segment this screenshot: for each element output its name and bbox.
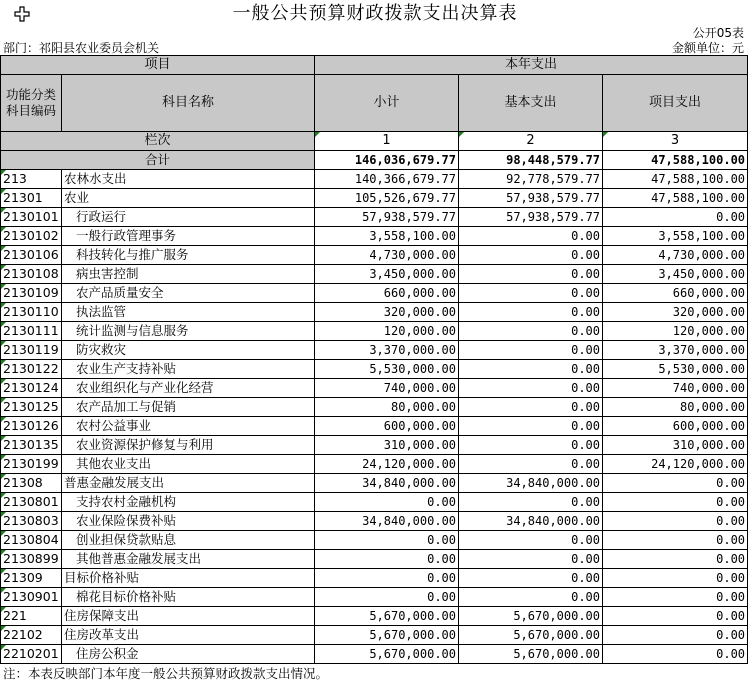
total-subtotal: 146,036,679.77 bbox=[315, 151, 459, 170]
row-project: 740,000.00 bbox=[603, 379, 748, 398]
row-code: 221 bbox=[1, 607, 62, 626]
row-basic: 5,670,000.00 bbox=[459, 607, 603, 626]
row-project: 4,730,000.00 bbox=[603, 246, 748, 265]
header-item: 项目 bbox=[1, 56, 315, 75]
header-col2: 2 bbox=[459, 132, 603, 151]
row-name: 执法监管 bbox=[62, 303, 315, 322]
table-row bbox=[1, 455, 748, 474]
row-name: 农业资源保护修复与利用 bbox=[62, 436, 315, 455]
row-name: 科技转化与推广服务 bbox=[62, 246, 315, 265]
row-name: 目标价格补贴 bbox=[62, 569, 315, 588]
row-project: 0.00 bbox=[603, 569, 748, 588]
row-basic: 0.00 bbox=[459, 588, 603, 607]
row-project: 5,530,000.00 bbox=[603, 360, 748, 379]
row-name: 棉花目标价格补贴 bbox=[62, 588, 315, 607]
header-current-year: 本年支出 bbox=[315, 56, 748, 75]
row-subtotal: 5,670,000.00 bbox=[315, 607, 459, 626]
row-subtotal: 57,938,579.77 bbox=[315, 208, 459, 227]
table-row bbox=[1, 436, 748, 455]
total-project: 47,588,100.00 bbox=[603, 151, 748, 170]
department-label: 部门：祁阳县农业委员会机关 bbox=[3, 41, 160, 55]
row-code: 21308 bbox=[1, 474, 62, 493]
row-name: 普惠金融发展支出 bbox=[62, 474, 315, 493]
row-subtotal: 740,000.00 bbox=[315, 379, 459, 398]
header-func-code: 功能分类科目编码 bbox=[1, 75, 62, 132]
row-basic: 0.00 bbox=[459, 379, 603, 398]
row-basic: 0.00 bbox=[459, 341, 603, 360]
row-subtotal: 600,000.00 bbox=[315, 417, 459, 436]
row-subtotal: 140,366,679.77 bbox=[315, 170, 459, 189]
row-project: 24,120,000.00 bbox=[603, 455, 748, 474]
row-code: 2130124 bbox=[1, 379, 62, 398]
row-code: 2130101 bbox=[1, 208, 62, 227]
row-project: 3,450,000.00 bbox=[603, 265, 748, 284]
row-basic: 5,670,000.00 bbox=[459, 645, 603, 664]
row-basic: 0.00 bbox=[459, 246, 603, 265]
row-name: 其他普惠金融发展支出 bbox=[62, 550, 315, 569]
row-basic: 0.00 bbox=[459, 531, 603, 550]
row-name: 创业担保贷款贴息 bbox=[62, 531, 315, 550]
row-code: 2130109 bbox=[1, 284, 62, 303]
row-code: 2210201 bbox=[1, 645, 62, 664]
row-basic: 0.00 bbox=[459, 569, 603, 588]
row-code: 2130901 bbox=[1, 588, 62, 607]
header-subtotal: 小计 bbox=[315, 75, 459, 132]
footnote: 注：本表反映部门本年度一般公共预算财政拨款支出情况。 bbox=[3, 666, 329, 681]
row-project: 47,588,100.00 bbox=[603, 170, 748, 189]
table-row bbox=[1, 531, 748, 550]
table-row bbox=[1, 417, 748, 436]
row-code: 2130111 bbox=[1, 322, 62, 341]
table-row bbox=[1, 626, 748, 645]
table-row bbox=[1, 493, 748, 512]
row-subtotal: 34,840,000.00 bbox=[315, 474, 459, 493]
report-title: 一般公共预算财政拨款支出决算表 bbox=[232, 3, 518, 24]
row-project: 0.00 bbox=[603, 531, 748, 550]
row-subtotal: 3,450,000.00 bbox=[315, 265, 459, 284]
row-subtotal: 4,730,000.00 bbox=[315, 246, 459, 265]
table-row bbox=[1, 588, 748, 607]
header-column-no: 栏次 bbox=[1, 132, 315, 151]
row-project: 0.00 bbox=[603, 550, 748, 569]
table-row bbox=[1, 360, 748, 379]
row-code: 213 bbox=[1, 170, 62, 189]
row-name: 农产品加工与促销 bbox=[62, 398, 315, 417]
unit-label: 金额单位：元 bbox=[671, 41, 744, 55]
total-label: 合计 bbox=[1, 151, 315, 170]
row-project: 0.00 bbox=[603, 588, 748, 607]
row-name: 农业组织化与产业化经营 bbox=[62, 379, 315, 398]
row-code: 2130125 bbox=[1, 398, 62, 417]
row-basic: 0.00 bbox=[459, 265, 603, 284]
table-row bbox=[1, 645, 748, 664]
row-project: 660,000.00 bbox=[603, 284, 748, 303]
row-name: 其他农业支出 bbox=[62, 455, 315, 474]
row-project: 600,000.00 bbox=[603, 417, 748, 436]
table-row bbox=[1, 189, 748, 208]
row-code: 2130801 bbox=[1, 493, 62, 512]
row-basic: 34,840,000.00 bbox=[459, 474, 603, 493]
row-project: 310,000.00 bbox=[603, 436, 748, 455]
row-code: 2130199 bbox=[1, 455, 62, 474]
row-subtotal: 660,000.00 bbox=[315, 284, 459, 303]
table-row bbox=[1, 303, 748, 322]
row-subtotal: 80,000.00 bbox=[315, 398, 459, 417]
table-row bbox=[1, 512, 748, 531]
row-code: 2130122 bbox=[1, 360, 62, 379]
row-basic: 34,840,000.00 bbox=[459, 512, 603, 531]
row-basic: 57,938,579.77 bbox=[459, 189, 603, 208]
row-code: 2130106 bbox=[1, 246, 62, 265]
row-subtotal: 24,120,000.00 bbox=[315, 455, 459, 474]
row-subtotal: 0.00 bbox=[315, 569, 459, 588]
row-basic: 0.00 bbox=[459, 284, 603, 303]
row-name: 农产品质量安全 bbox=[62, 284, 315, 303]
row-code: 2130804 bbox=[1, 531, 62, 550]
row-name: 农业保险保费补贴 bbox=[62, 512, 315, 531]
row-basic: 0.00 bbox=[459, 550, 603, 569]
row-basic: 57,938,579.77 bbox=[459, 208, 603, 227]
table-row bbox=[1, 284, 748, 303]
row-code: 2130108 bbox=[1, 265, 62, 284]
header-col1: 1 bbox=[315, 132, 459, 151]
row-project: 3,370,000.00 bbox=[603, 341, 748, 360]
row-basic: 0.00 bbox=[459, 417, 603, 436]
row-code: 21301 bbox=[1, 189, 62, 208]
row-subtotal: 5,530,000.00 bbox=[315, 360, 459, 379]
row-name: 病虫害控制 bbox=[62, 265, 315, 284]
row-subtotal: 105,526,679.77 bbox=[315, 189, 459, 208]
row-subtotal: 310,000.00 bbox=[315, 436, 459, 455]
row-code: 2130899 bbox=[1, 550, 62, 569]
table-row bbox=[1, 170, 748, 189]
row-project: 0.00 bbox=[603, 512, 748, 531]
row-name: 住房公积金 bbox=[62, 645, 315, 664]
row-project: 0.00 bbox=[603, 626, 748, 645]
row-code: 22102 bbox=[1, 626, 62, 645]
row-subtotal: 3,370,000.00 bbox=[315, 341, 459, 360]
row-name: 农业 bbox=[62, 189, 315, 208]
table-row bbox=[1, 246, 748, 265]
row-name: 支持农村金融机构 bbox=[62, 493, 315, 512]
row-code: 2130135 bbox=[1, 436, 62, 455]
row-name: 农村公益事业 bbox=[62, 417, 315, 436]
table-row bbox=[1, 379, 748, 398]
row-name: 农林水支出 bbox=[62, 170, 315, 189]
row-name: 一般行政管理事务 bbox=[62, 227, 315, 246]
row-basic: 0.00 bbox=[459, 455, 603, 474]
row-project: 0.00 bbox=[603, 208, 748, 227]
row-project: 0.00 bbox=[603, 607, 748, 626]
row-project: 0.00 bbox=[603, 474, 748, 493]
row-basic: 0.00 bbox=[459, 398, 603, 417]
row-project: 0.00 bbox=[603, 493, 748, 512]
table-row bbox=[1, 607, 748, 626]
row-subtotal: 320,000.00 bbox=[315, 303, 459, 322]
row-subtotal: 0.00 bbox=[315, 531, 459, 550]
table-row bbox=[1, 341, 748, 360]
header-subject-name: 科目名称 bbox=[62, 75, 315, 132]
expenditure-table bbox=[0, 55, 748, 664]
row-name: 统计监测与信息服务 bbox=[62, 322, 315, 341]
row-name: 住房保障支出 bbox=[62, 607, 315, 626]
row-basic: 0.00 bbox=[459, 322, 603, 341]
row-subtotal: 0.00 bbox=[315, 588, 459, 607]
table-row bbox=[1, 550, 748, 569]
row-code: 21309 bbox=[1, 569, 62, 588]
total-basic: 98,448,579.77 bbox=[459, 151, 603, 170]
row-code: 2130119 bbox=[1, 341, 62, 360]
header-col3: 3 bbox=[603, 132, 748, 151]
table-row bbox=[1, 208, 748, 227]
form-code: 公开05表 bbox=[692, 26, 744, 40]
row-subtotal: 0.00 bbox=[315, 550, 459, 569]
row-project: 120,000.00 bbox=[603, 322, 748, 341]
row-code: 2130126 bbox=[1, 417, 62, 436]
row-basic: 0.00 bbox=[459, 493, 603, 512]
row-basic: 0.00 bbox=[459, 303, 603, 322]
row-name: 住房改革支出 bbox=[62, 626, 315, 645]
row-basic: 0.00 bbox=[459, 436, 603, 455]
table-row bbox=[1, 474, 748, 493]
row-basic: 5,670,000.00 bbox=[459, 626, 603, 645]
row-subtotal: 3,558,100.00 bbox=[315, 227, 459, 246]
header-project: 项目支出 bbox=[603, 75, 748, 132]
row-basic: 0.00 bbox=[459, 227, 603, 246]
table-row bbox=[1, 322, 748, 341]
row-basic: 0.00 bbox=[459, 360, 603, 379]
row-subtotal: 120,000.00 bbox=[315, 322, 459, 341]
row-name: 防灾救灾 bbox=[62, 341, 315, 360]
row-project: 3,558,100.00 bbox=[603, 227, 748, 246]
row-name: 行政运行 bbox=[62, 208, 315, 227]
row-code: 2130803 bbox=[1, 512, 62, 531]
row-project: 47,588,100.00 bbox=[603, 189, 748, 208]
row-basic: 92,778,579.77 bbox=[459, 170, 603, 189]
row-name: 农业生产支持补贴 bbox=[62, 360, 315, 379]
row-project: 320,000.00 bbox=[603, 303, 748, 322]
row-subtotal: 5,670,000.00 bbox=[315, 626, 459, 645]
row-subtotal: 0.00 bbox=[315, 493, 459, 512]
row-project: 80,000.00 bbox=[603, 398, 748, 417]
row-code: 2130110 bbox=[1, 303, 62, 322]
row-project: 0.00 bbox=[603, 645, 748, 664]
row-code: 2130102 bbox=[1, 227, 62, 246]
table-row bbox=[1, 569, 748, 588]
table-row bbox=[1, 265, 748, 284]
table-row bbox=[1, 398, 748, 417]
row-subtotal: 34,840,000.00 bbox=[315, 512, 459, 531]
table-row bbox=[1, 227, 748, 246]
header-basic: 基本支出 bbox=[459, 75, 603, 132]
row-subtotal: 5,670,000.00 bbox=[315, 645, 459, 664]
